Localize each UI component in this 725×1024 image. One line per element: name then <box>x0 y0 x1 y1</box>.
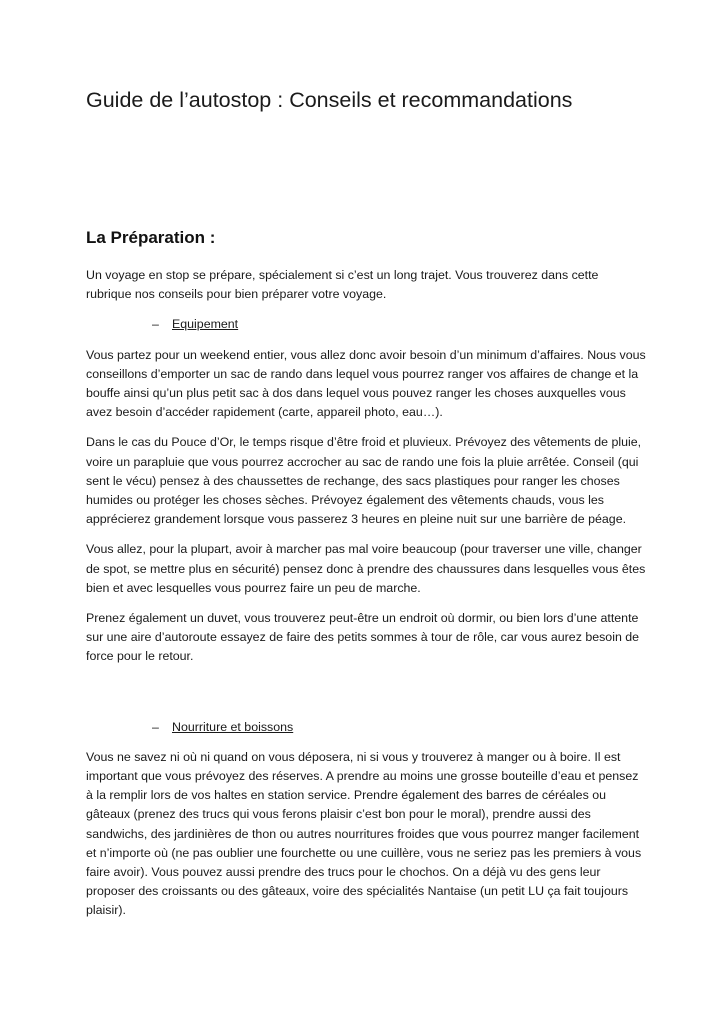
subsection-label: Equipement <box>172 317 239 332</box>
dash-bullet: – <box>152 317 159 332</box>
paragraph: Dans le cas du Pouce d’Or, le temps risque d’être froid et pluvieux. Prévoyez des vêtements de pluie, voire un parapluie que vous pourrez accrocher au sac de rando une fois la pluie arrêtée. Conseil (qui sent le vécu) pensez à des chaussettes de rechange, des sacs plastiques pour ranger les choses humides ou protéger les choses sèches. Prévoyez également des vêtements chauds, vous les apprécierez grandement lorsque vous passerez 3 heures en pleine nuit sur une barrière de péage. <box>86 435 642 527</box>
paragraph: Vous partez pour un weekend entier, vous allez donc avoir besoin d’un minimum d’affaires. Nous vous conseillons d’emporter un sac de rando dans lequel vous pourrez ranger vos affaires de change et la bouffe ainsi qu’un plus petit sac à dos dans lequel vous pouvez ranger les choses auxquelles vous avez besoin d’accéder rapidement (carte, appareil photo, eau…). <box>86 347 646 420</box>
blank-space <box>86 678 646 718</box>
document-body <box>86 226 646 932</box>
paragraph: Vous allez, pour la plupart, avoir à marcher pas mal voire beaucoup (pour traverser une ville, changer de spot, se mettre plus en sécurité) pensez donc à prendre des chaussures dans lesquelles vous êtes bien et avec lesquelles vous pourrez faire un peu de marche. <box>86 542 646 595</box>
subsection-label: Nourriture et boissons <box>172 719 294 734</box>
subsection-heading-equipement <box>86 315 646 334</box>
paragraph: Prenez également un duvet, vous trouverez peut-être un endroit où dormir, ou bien lors d’une attente sur une aire d’autoroute essayez de faire des petits sommes à tour de rôle, car vous aurez besoin de force pour le retour. <box>86 611 640 664</box>
subsection-heading-nourriture <box>86 718 646 737</box>
page-title: Guide de l’autostop : Conseils et recommandations <box>86 88 573 112</box>
paragraph: Vous ne savez ni où ni quand on vous déposera, ni si vous y trouverez à manger ou à boire. Il est important que vous prévoyez des réserves. A prendre au moins une grosse bouteille d’eau et pensez à la remplir lors de vos haltes en station service. Prendre également des barres de céréales ou gâteaux (prenez des trucs qui vous ferons plaisir c’est bon pour le moral), prendre aussi des sandwichs, des jardinières de thon ou autres nourritures froides que vous pourrez manger facilement et n’importe où (ne pas oublier une fourchette ou une cuillère, vous ne seriez pas les premiers à vous faire avoir). Vous pouvez aussi prendre des trucs pour le chochos. On a déjà vu des gens leur proposer des croissants ou des gâteaux, voire des spécialités Nantaise (un petit LU ça fait toujours plaisir). <box>86 749 642 918</box>
dash-bullet: – <box>152 719 159 734</box>
section-heading: La Préparation : <box>86 228 216 247</box>
section-intro: Un voyage en stop se prépare, spécialement si c’est un long trajet. Vous trouverez dans cette rubrique nos conseils pour bien préparer votre voyage. <box>86 268 599 302</box>
